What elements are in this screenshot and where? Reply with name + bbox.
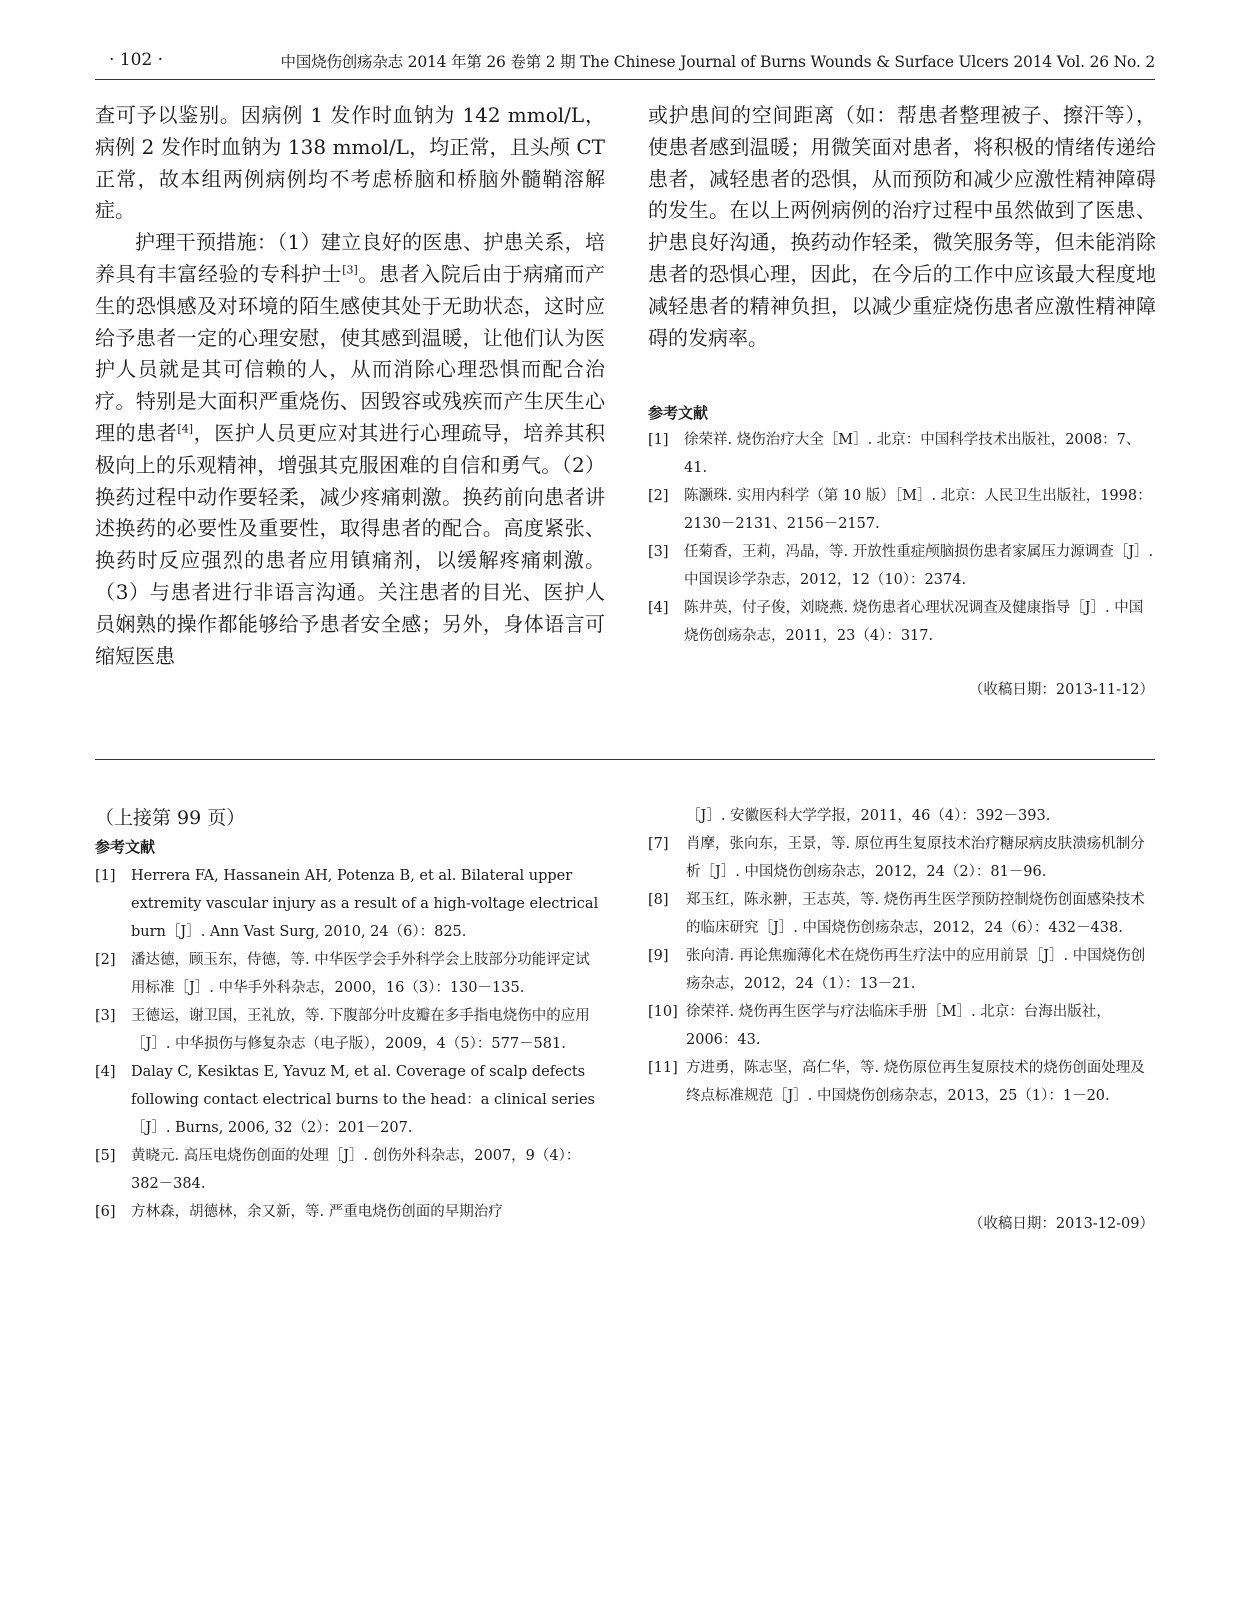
reference-text: 陈井英，付子俊，刘晓燕. 烧伤患者心理状况调查及健康指导［J］. 中国烧伤创疡杂志，2011，23（4）：317. bbox=[684, 600, 1144, 644]
reference-item bbox=[648, 426, 1154, 482]
reference-text: ［J］. 安徽医科大学学报，2011，46（4）：392－393. bbox=[686, 808, 1051, 824]
reference-item bbox=[95, 946, 601, 1002]
reference-number: [4] bbox=[95, 1064, 116, 1080]
reference-text: 方进勇，陈志坚，高仁华，等. 烧伤原位再生复原技术的烧伤创面处理及终点标准规范［J］. 中国烧伤创疡杂志，2013，25（1）：1－20. bbox=[686, 1060, 1145, 1104]
reference-item bbox=[648, 998, 1154, 1054]
reference-item bbox=[95, 1142, 601, 1198]
text-span: ，医护人员更应对其进行心理疏导，培养其积极向上的乐观精神，增强其克服困难的自信和勇气。（2）换药过程中动作要轻柔，减少疼痛刺激。换药前向患者讲述换药的必要性及重要性，取得患者的配合。高度紧张、换药时反应强烈的患者应用镇痛剂，以缓解疼痛刺激。（3）与患者进行非语言沟通。关注患者的目光、医护人员娴熟的操作都能够给予患者安全感；另外，身体语言可缩短医患 bbox=[95, 420, 606, 668]
text-span: 。患者入院后由于病痛而产生的恐惧感及对环境的陌生感使其处于无助状态，这时应给予患者一定的心理安慰，使其感到温暖，让他们认为医护人员就是其可信赖的人，从而消除心理恐惧而配合治疗。特别是大面积严重烧伤、因毁容或残疾而产生厌生心理的患者 bbox=[95, 261, 605, 445]
citation: [3] bbox=[342, 263, 358, 277]
reference-text: 王德运，谢卫国，王礼放，等. 下腹部分叶皮瓣在多手指电烧伤中的应用［J］. 中华损伤与修复杂志（电子版），2009，4（5）：577－581. bbox=[131, 1008, 590, 1052]
reference-text: 肖摩，张向东，王景，等. 原位再生复原技术治疗糖尿病皮肤溃疡机制分析［J］. 中国烧伤创疡杂志，2012，24（2）：81－96. bbox=[686, 836, 1145, 880]
reference-text: 张向清. 再论焦痂薄化术在烧伤再生疗法中的应用前景［J］. 中国烧伤创疡杂志，2012，24（1）：13－21. bbox=[686, 948, 1146, 992]
reference-item bbox=[95, 862, 601, 946]
left-column-body bbox=[95, 100, 605, 672]
header-rule bbox=[95, 79, 1155, 80]
reference-item bbox=[648, 830, 1154, 886]
reference-text: Dalay C, Kesiktas E, Yavuz M, et al. Coverage of scalp defects following contact electrical burns to the head：a clinical series［J］. Burns, 2006, 32（2）：201－207. bbox=[131, 1064, 595, 1136]
reference-item bbox=[648, 482, 1154, 538]
reference-text: 潘达德，顾玉东，侍德，等. 中华医学会手外科学会上肢部分功能评定试用标准［J］. 中华手外科杂志，2000，16（3）：130－135. bbox=[131, 952, 590, 996]
section-divider bbox=[95, 759, 1155, 760]
reference-number: [10] bbox=[648, 1004, 678, 1020]
reference-item bbox=[95, 1198, 601, 1226]
reference-number: [2] bbox=[95, 952, 116, 968]
received-date: （收稿日期：2013-11-12） bbox=[968, 682, 1154, 698]
reference-item-continued bbox=[648, 802, 1154, 830]
references-list-left bbox=[95, 862, 601, 1226]
running-head: 中国烧伤创疡杂志 2014 年第 26 卷第 2 期 The Chinese Journal of Burns Wounds & Surface Ulcers 2014 Vol. 26 No. 2 bbox=[280, 53, 1155, 71]
references-heading: 参考文献 bbox=[95, 838, 156, 856]
reference-text: Herrera FA, Hassanein AH, Potenza B, et al. Bilateral upper extremity vascular injury as a result of a high-voltage electrical burn［J］. Ann Vast Surg, 2010, 24（6）：825. bbox=[131, 868, 599, 940]
references-list bbox=[648, 426, 1154, 650]
reference-number: [4] bbox=[648, 600, 669, 616]
right-column-body bbox=[648, 100, 1156, 354]
continued-note: （上接第 99 页） bbox=[95, 807, 246, 829]
reference-item bbox=[648, 942, 1154, 998]
reference-number: [8] bbox=[648, 892, 669, 908]
reference-text: 徐荣祥. 烧伤再生医学与疗法临床手册［M］. 北京：台海出版社，2006：43. bbox=[686, 1004, 1111, 1048]
reference-item bbox=[648, 594, 1154, 650]
reference-number: [1] bbox=[95, 868, 116, 884]
reference-text: 郑玉红，陈永翀，王志英，等. 烧伤再生医学预防控制烧伤创面感染技术的临床研究［J］. 中国烧伤创疡杂志，2012，24（6）：432－438. bbox=[686, 892, 1145, 936]
reference-number: [6] bbox=[95, 1204, 116, 1220]
reference-number: [3] bbox=[95, 1008, 116, 1024]
reference-item bbox=[95, 1058, 601, 1142]
page-header bbox=[95, 50, 1155, 74]
reference-text: 徐荣祥. 烧伤治疗大全［M］. 北京：中国科学技术出版社，2008：7、41. bbox=[684, 432, 1141, 476]
references-heading: 参考文献 bbox=[648, 404, 709, 422]
references-list-right bbox=[648, 802, 1154, 1110]
reference-number: [11] bbox=[648, 1060, 678, 1076]
reference-number: [1] bbox=[648, 432, 669, 448]
paragraph: 查可予以鉴别。因病例 1 发作时血钠为 142 mmol/L，病例 2 发作时血钠为 138 mmol/L，均正常，且头颅 CT 正常，故本组两例病例均不考虑桥脑和桥脑外髓鞘溶解症。 bbox=[95, 103, 605, 223]
reference-number: [7] bbox=[648, 836, 669, 852]
text-span: 护理干预措施：（1）建立良好的医患、护患关系，培养具有丰富经验的专科护士 bbox=[95, 230, 605, 286]
reference-item bbox=[648, 886, 1154, 942]
reference-number: [9] bbox=[648, 948, 669, 964]
page-number: · 102 · bbox=[109, 50, 164, 70]
reference-text: 任菊香，王莉，冯晶，等. 开放性重症颅脑损伤患者家属压力源调查［J］. 中国误诊学杂志，2012，12（10）：2374. bbox=[684, 544, 1154, 588]
reference-item bbox=[648, 538, 1154, 594]
paragraph bbox=[95, 227, 605, 672]
reference-item bbox=[95, 1002, 601, 1058]
reference-number: [3] bbox=[648, 544, 669, 560]
citation: [4] bbox=[177, 422, 193, 436]
received-date: （收稿日期：2013-12-09） bbox=[968, 1216, 1154, 1232]
reference-text: 黄晓元. 高压电烧伤创面的处理［J］. 创伤外科杂志，2007，9（4）：382－384. bbox=[131, 1148, 581, 1192]
paragraph: 或护患间的空间距离（如：帮患者整理被子、擦汗等），使患者感到温暖；用微笑面对患者，将积极的情绪传递给患者，减轻患者的恐惧，从而预防和减少应激性精神障碍的发生。在以上两例病例的治疗过程中虽然做到了医患、护患良好沟通，换药动作轻柔，微笑服务等，但未能消除患者的恐惧心理，因此，在今后的工作中应该最大程度地减轻患者的精神负担，以减少重症烧伤患者应激性精神障碍的发病率。 bbox=[648, 103, 1156, 350]
reference-number: [5] bbox=[95, 1148, 116, 1164]
reference-text: 方林森，胡德林，余又新，等. 严重电烧伤创面的早期治疗 bbox=[131, 1204, 503, 1220]
reference-number: [2] bbox=[648, 488, 669, 504]
reference-item bbox=[648, 1054, 1154, 1110]
reference-text: 陈灏珠. 实用内科学（第 10 版）［M］. 北京：人民卫生出版社，1998：2130－2131、2156－2157. bbox=[684, 488, 1152, 532]
